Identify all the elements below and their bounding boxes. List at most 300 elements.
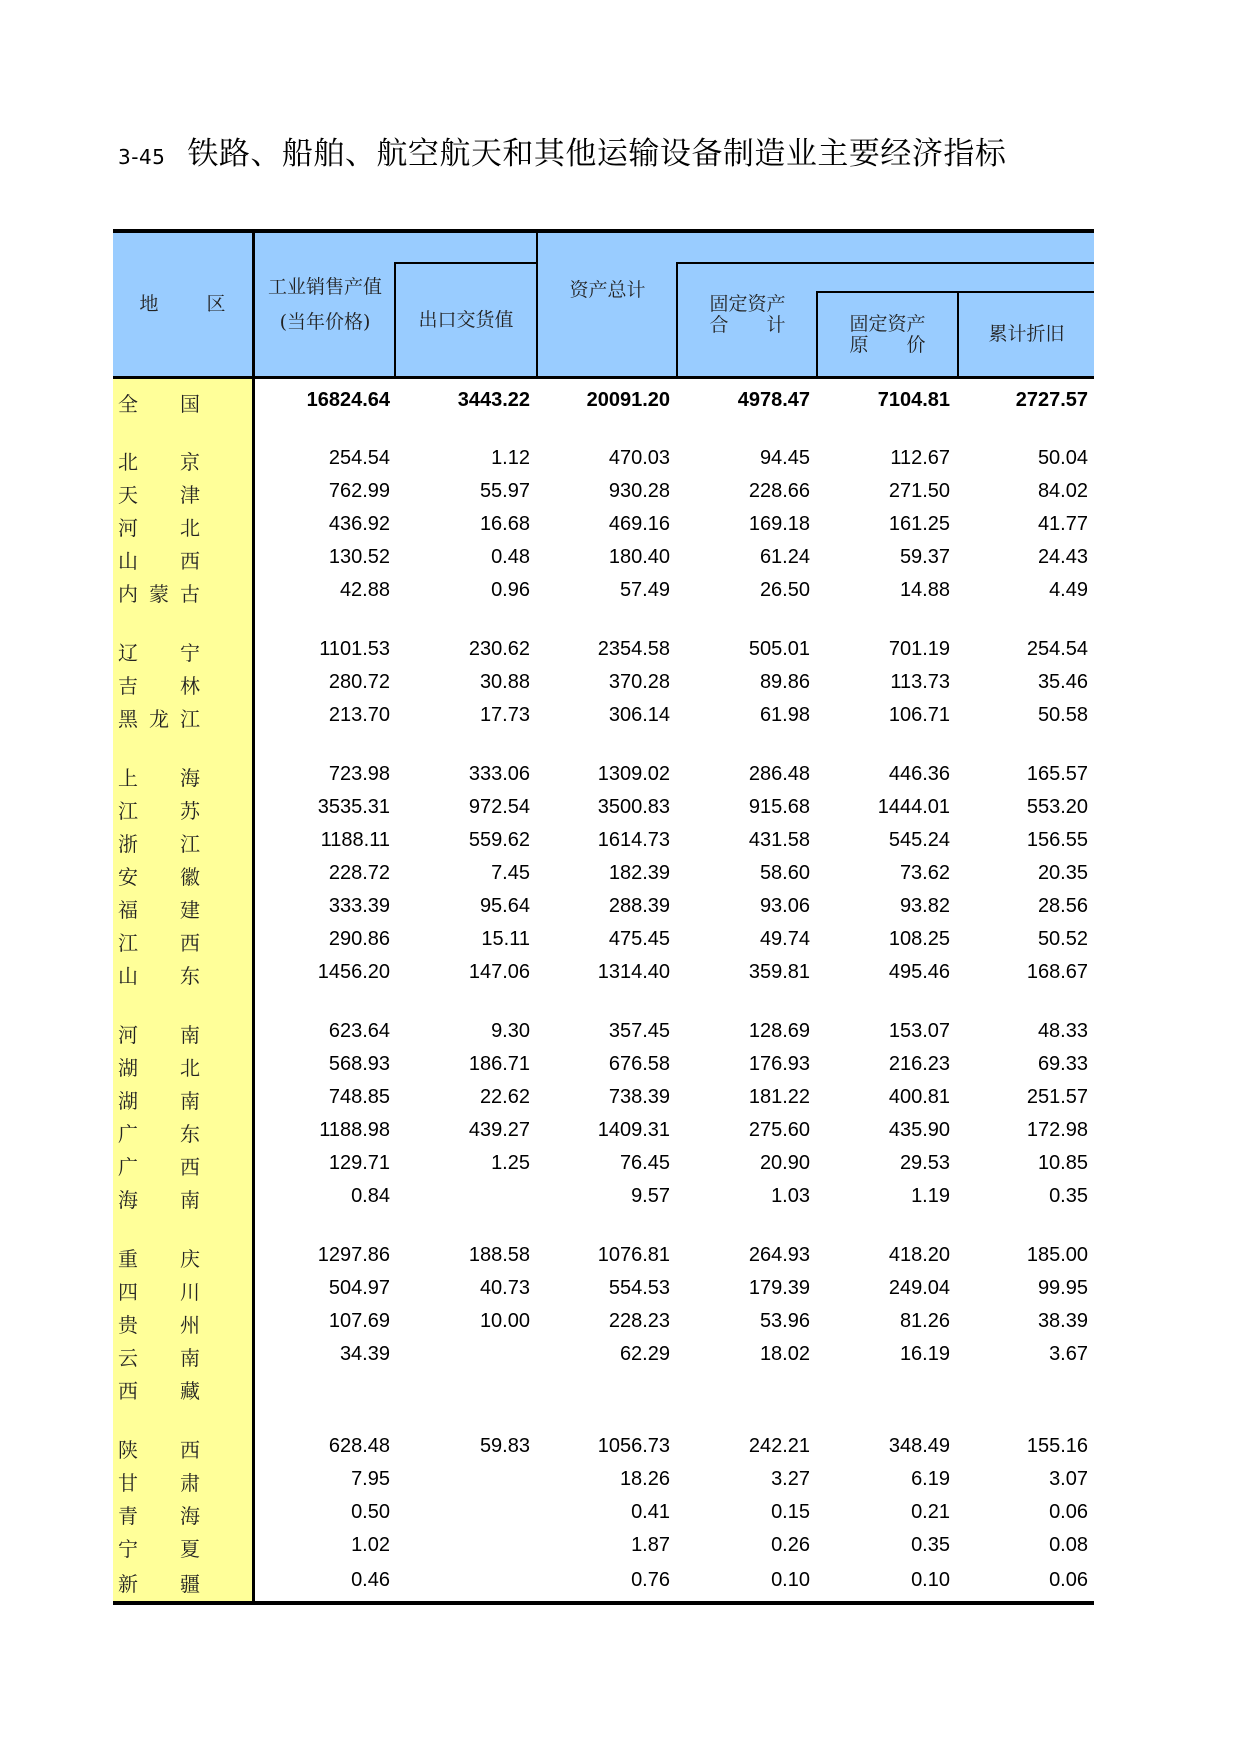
- region-char: 西: [180, 549, 200, 573]
- region-char: 夏: [180, 1537, 200, 1561]
- region-char: 海: [118, 1188, 138, 1212]
- sales-value-cell: 1.02: [351, 1533, 390, 1556]
- accumulated-depreciation-cell: 50.52: [1037, 927, 1088, 950]
- region-char: 河: [118, 1023, 138, 1047]
- region-char: 苏: [180, 799, 200, 823]
- fixed-assets-total-cell: 4978.47: [737, 388, 810, 411]
- sales-value-cell: 129.71: [328, 1151, 390, 1174]
- region-name: [113, 1464, 252, 1494]
- accumulated-depreciation-cell: 50.04: [1037, 446, 1088, 469]
- export-value-cell: 40.73: [479, 1276, 530, 1299]
- accumulated-depreciation-cell: 0.06: [1049, 1500, 1088, 1523]
- fixed-assets-total-cell: 49.74: [759, 927, 810, 950]
- table-row: [113, 792, 1094, 822]
- region-char: 甘: [118, 1471, 138, 1495]
- sales-value-cell: 1101.53: [319, 637, 390, 660]
- table-row: [113, 1565, 1094, 1595]
- fixed-assets-total-cell: 1.03: [771, 1184, 810, 1207]
- accumulated-depreciation-cell: 24.43: [1037, 545, 1088, 568]
- fixed-assets-total-cell: 359.81: [748, 960, 810, 983]
- region-char: 青: [118, 1504, 138, 1528]
- region-name: [113, 542, 252, 572]
- accumulated-depreciation-cell: 48.33: [1037, 1019, 1088, 1042]
- accumulated-depreciation-cell: 35.46: [1037, 670, 1088, 693]
- region-char: 南: [180, 1188, 200, 1212]
- accumulated-depreciation-cell: 99.95: [1037, 1276, 1088, 1299]
- table-row: [113, 542, 1094, 572]
- data-table: [113, 229, 1094, 1601]
- fixed-assets-total-cell: 94.45: [759, 446, 810, 469]
- export-value-cell: 10.00: [479, 1309, 530, 1332]
- accumulated-depreciation-cell: 155.16: [1026, 1434, 1088, 1457]
- region-name: [113, 1431, 252, 1461]
- total-assets-cell: 1.87: [631, 1533, 670, 1556]
- fixed-assets-total-cell: 61.98: [759, 703, 810, 726]
- export-value-cell: 22.62: [479, 1085, 530, 1108]
- fixed-assets-total-cell: 26.50: [759, 578, 810, 601]
- header-accumulated-depreciation: [959, 293, 1094, 376]
- fixed-assets-total-cell: 3.27: [771, 1467, 810, 1490]
- fixed-assets-total-cell: 169.18: [748, 512, 810, 535]
- accumulated-depreciation-cell: 0.08: [1049, 1533, 1088, 1556]
- header-fixed-assets-original-line1: 固定资产: [849, 312, 926, 335]
- total-assets-cell: 357.45: [608, 1019, 670, 1042]
- accumulated-depreciation-cell: 553.20: [1026, 795, 1088, 818]
- sales-value-cell: 16824.64: [306, 388, 390, 411]
- fixed-assets-original-cell: 249.04: [888, 1276, 950, 1299]
- sales-value-cell: 34.39: [339, 1342, 390, 1365]
- region-char: 州: [180, 1313, 200, 1337]
- fixed-assets-original-cell: 1444.01: [877, 795, 950, 818]
- region-char: 浙: [118, 832, 138, 856]
- table-row: [113, 858, 1094, 888]
- table-row: [113, 1339, 1094, 1369]
- region-char: 东: [180, 1122, 200, 1146]
- region-char: 湖: [118, 1089, 138, 1113]
- accumulated-depreciation-cell: 172.98: [1026, 1118, 1088, 1141]
- accumulated-depreciation-cell: 41.77: [1037, 512, 1088, 535]
- total-assets-cell: 3500.83: [597, 795, 670, 818]
- region-char: 黑: [118, 707, 138, 731]
- header-accumulated-depreciation-label: 累计折旧: [988, 323, 1065, 346]
- region-name: [113, 924, 252, 954]
- region-char: 河: [118, 516, 138, 540]
- total-assets-cell: 0.41: [631, 1500, 670, 1523]
- region-char: 辽: [118, 641, 138, 665]
- fixed-assets-total-cell: 89.86: [759, 670, 810, 693]
- region-name: [113, 858, 252, 888]
- fixed-assets-original-cell: 153.07: [888, 1019, 950, 1042]
- fixed-assets-original-cell: 93.82: [899, 894, 950, 917]
- export-value-cell: 15.11: [481, 927, 530, 950]
- table-row: [113, 891, 1094, 921]
- fixed-assets-original-cell: 495.46: [888, 960, 950, 983]
- region-char: 内: [118, 582, 138, 606]
- fixed-assets-original-cell: 113.73: [890, 670, 950, 693]
- region-char: 海: [180, 1504, 200, 1528]
- accumulated-depreciation-cell: 254.54: [1026, 637, 1088, 660]
- region-name: [113, 1016, 252, 1046]
- total-assets-cell: 930.28: [608, 479, 670, 502]
- fixed-assets-total-cell: 176.93: [748, 1052, 810, 1075]
- export-value-cell: 30.88: [479, 670, 530, 693]
- region-name: [113, 792, 252, 822]
- region-char: 重: [118, 1247, 138, 1271]
- fixed-assets-original-cell: 701.19: [888, 637, 950, 660]
- export-value-cell: 55.97: [479, 479, 530, 502]
- region-char: 宁: [180, 641, 200, 665]
- table-row: [113, 957, 1094, 987]
- total-assets-cell: 1076.81: [597, 1243, 670, 1266]
- fixed-assets-original-cell: 271.50: [888, 479, 950, 502]
- table-row: [113, 1148, 1094, 1178]
- table-row: [113, 1181, 1094, 1211]
- region-char: 宁: [118, 1537, 138, 1561]
- region-name: [113, 1115, 252, 1145]
- region-char: 肃: [180, 1471, 200, 1495]
- fixed-assets-original-cell: 106.71: [888, 703, 950, 726]
- fixed-assets-total-cell: 18.02: [759, 1342, 810, 1365]
- region-char: 西: [180, 1438, 200, 1462]
- accumulated-depreciation-cell: 3.07: [1049, 1467, 1088, 1490]
- region-name: [113, 1181, 252, 1211]
- fixed-assets-total-cell: 228.66: [748, 479, 810, 502]
- sales-value-cell: 504.97: [328, 1276, 390, 1299]
- region-char: 吉: [118, 674, 138, 698]
- table-row: [113, 924, 1094, 954]
- sales-value-cell: 290.86: [328, 927, 390, 950]
- sales-value-cell: 42.88: [339, 578, 390, 601]
- region-char: 蒙: [149, 582, 169, 606]
- region-name: [113, 443, 252, 473]
- table-row: [113, 476, 1094, 506]
- region-char: 全: [118, 392, 138, 416]
- accumulated-depreciation-cell: 156.55: [1026, 828, 1088, 851]
- table-row: [113, 1530, 1094, 1560]
- region-name: [113, 759, 252, 789]
- region-char: 广: [118, 1155, 138, 1179]
- region-char: 新: [118, 1572, 138, 1596]
- region-char: 津: [180, 483, 200, 507]
- fixed-assets-original-cell: 108.25: [888, 927, 950, 950]
- table-row: [113, 1082, 1094, 1112]
- header-region-char-2: 区: [206, 293, 226, 316]
- region-char: 南: [180, 1346, 200, 1370]
- export-value-cell: 186.71: [468, 1052, 530, 1075]
- header-fixed-assets-total-line1: 固定资产: [709, 293, 786, 316]
- region-char: 徽: [180, 865, 200, 889]
- export-value-cell: 59.83: [479, 1434, 530, 1457]
- accumulated-depreciation-cell: 4.49: [1049, 578, 1088, 601]
- region-char: 福: [118, 898, 138, 922]
- header-total-assets-label: 资产总计: [569, 279, 646, 302]
- region-name: [113, 891, 252, 921]
- header-sales-value-line2: (当年价格): [279, 310, 371, 333]
- region-char: 湖: [118, 1056, 138, 1080]
- accumulated-depreciation-cell: 0.06: [1049, 1568, 1088, 1591]
- region-char: 上: [118, 766, 138, 790]
- fixed-assets-original-cell: 418.20: [888, 1243, 950, 1266]
- fixed-assets-original-cell: 0.21: [911, 1500, 950, 1523]
- sales-value-cell: 228.72: [328, 861, 390, 884]
- fixed-assets-total-cell: 58.60: [759, 861, 810, 884]
- region-char: 龙: [149, 707, 169, 731]
- sales-value-cell: 0.50: [351, 1500, 390, 1523]
- accumulated-depreciation-cell: 0.35: [1049, 1184, 1088, 1207]
- accumulated-depreciation-cell: 2727.57: [1015, 388, 1088, 411]
- table-row: [113, 1372, 1094, 1402]
- total-assets-cell: 738.39: [608, 1085, 670, 1108]
- region-name: [113, 1273, 252, 1303]
- export-value-cell: 3443.22: [457, 388, 530, 411]
- export-value-cell: 439.27: [468, 1118, 530, 1141]
- fixed-assets-original-cell: 73.62: [899, 861, 950, 884]
- region-char: 江: [180, 707, 200, 731]
- header-fixed-assets-total: [678, 264, 817, 376]
- fixed-assets-original-cell: 0.35: [911, 1533, 950, 1556]
- region-name: [113, 667, 252, 697]
- region-char: 南: [180, 1089, 200, 1113]
- region-name: [113, 634, 252, 664]
- region-name: [113, 1565, 252, 1595]
- total-assets-cell: 20091.20: [586, 388, 670, 411]
- total-assets-cell: 1409.31: [597, 1118, 670, 1141]
- region-char: 北: [118, 450, 138, 474]
- region-char: 北: [180, 516, 200, 540]
- region-char: 建: [180, 898, 200, 922]
- sales-value-cell: 333.39: [328, 894, 390, 917]
- total-assets-cell: 1614.73: [597, 828, 670, 851]
- total-assets-cell: 1314.40: [597, 960, 670, 983]
- export-value-cell: 972.54: [468, 795, 530, 818]
- sales-value-cell: 0.84: [351, 1184, 390, 1207]
- fixed-assets-original-cell: 1.19: [911, 1184, 950, 1207]
- total-assets-cell: 18.26: [619, 1467, 670, 1490]
- header-region: [113, 233, 252, 376]
- export-value-cell: 95.64: [479, 894, 530, 917]
- header-export-value-label: 出口交货值: [418, 308, 514, 331]
- table-header: [113, 229, 1094, 379]
- region-char: 贵: [118, 1313, 138, 1337]
- table-row: [113, 700, 1094, 730]
- header-fixed-assets-total-line2: 合 计: [709, 314, 786, 336]
- sales-value-cell: 1188.98: [319, 1118, 390, 1141]
- table-row: [113, 1273, 1094, 1303]
- table-row: [113, 1049, 1094, 1079]
- region-char: 海: [180, 766, 200, 790]
- table-row: [113, 634, 1094, 664]
- region-name: [113, 1372, 252, 1402]
- region-char: 安: [118, 865, 138, 889]
- fixed-assets-total-cell: 275.60: [748, 1118, 810, 1141]
- export-value-cell: 230.62: [468, 637, 530, 660]
- accumulated-depreciation-cell: 10.85: [1037, 1151, 1088, 1174]
- table-row: [113, 443, 1094, 473]
- fixed-assets-original-cell: 16.19: [899, 1342, 950, 1365]
- table-row: [113, 1497, 1094, 1527]
- fixed-assets-total-cell: 128.69: [748, 1019, 810, 1042]
- table-row: [113, 825, 1094, 855]
- region-char: 疆: [180, 1572, 200, 1596]
- table-row: [113, 1431, 1094, 1461]
- total-assets-cell: 2354.58: [597, 637, 670, 660]
- sales-value-cell: 568.93: [328, 1052, 390, 1075]
- fixed-assets-original-cell: 6.19: [911, 1467, 950, 1490]
- fixed-assets-original-cell: 400.81: [888, 1085, 950, 1108]
- accumulated-depreciation-cell: 251.57: [1026, 1085, 1088, 1108]
- table-row: [113, 575, 1094, 605]
- export-value-cell: 1.25: [491, 1151, 530, 1174]
- total-assets-cell: 370.28: [608, 670, 670, 693]
- region-char: 山: [118, 549, 138, 573]
- region-char: 古: [180, 582, 200, 606]
- accumulated-depreciation-cell: 69.33: [1037, 1052, 1088, 1075]
- total-assets-cell: 676.58: [608, 1052, 670, 1075]
- region-char: 国: [180, 392, 200, 416]
- region-char: 西: [118, 1379, 138, 1403]
- region-name: [113, 1497, 252, 1527]
- sales-value-cell: 1456.20: [317, 960, 390, 983]
- export-value-cell: 333.06: [468, 762, 530, 785]
- table-row: [113, 1240, 1094, 1270]
- table-row: [113, 385, 1094, 415]
- table-number: 3-45: [118, 145, 166, 169]
- fixed-assets-original-cell: 0.10: [911, 1568, 950, 1591]
- region-name: [113, 509, 252, 539]
- table-bottom-border: [113, 1601, 1094, 1605]
- region-name: [113, 1148, 252, 1178]
- total-assets-cell: 76.45: [619, 1151, 670, 1174]
- fixed-assets-total-cell: 179.39: [748, 1276, 810, 1299]
- export-value-cell: 16.68: [479, 512, 530, 535]
- export-value-cell: 9.30: [491, 1019, 530, 1042]
- region-char: 京: [180, 450, 200, 474]
- region-char: 庆: [180, 1247, 200, 1271]
- region-char: 西: [180, 1155, 200, 1179]
- sales-value-cell: 623.64: [328, 1019, 390, 1042]
- sales-value-cell: 130.52: [328, 545, 390, 568]
- fixed-assets-total-cell: 242.21: [748, 1434, 810, 1457]
- region-char: 天: [118, 483, 138, 507]
- region-name: [113, 1082, 252, 1112]
- header-sales-value-line1: 工业销售产值: [267, 276, 382, 298]
- fixed-assets-original-cell: 7104.81: [877, 388, 950, 411]
- region-char: 江: [118, 931, 138, 955]
- total-assets-cell: 470.03: [608, 446, 670, 469]
- fixed-assets-total-cell: 915.68: [748, 795, 810, 818]
- total-assets-cell: 288.39: [608, 894, 670, 917]
- table-row: [113, 1115, 1094, 1145]
- header-fixed-assets-original: [818, 293, 957, 376]
- table-row: [113, 1306, 1094, 1336]
- region-char: 南: [180, 1023, 200, 1047]
- fixed-assets-total-cell: 20.90: [759, 1151, 810, 1174]
- fixed-assets-total-cell: 0.26: [771, 1533, 810, 1556]
- sales-value-cell: 0.46: [351, 1568, 390, 1591]
- table-title: 铁路、船舶、航空航天和其他运输设备制造业主要经济指标: [187, 136, 1007, 172]
- fixed-assets-original-cell: 29.53: [899, 1151, 950, 1174]
- header-region-char-1: 地: [139, 293, 159, 316]
- accumulated-depreciation-cell: 185.00: [1026, 1243, 1088, 1266]
- accumulated-depreciation-cell: 50.58: [1037, 703, 1088, 726]
- total-assets-cell: 1056.73: [597, 1434, 670, 1457]
- sales-value-cell: 107.69: [328, 1309, 390, 1332]
- fixed-assets-total-cell: 431.58: [748, 828, 810, 851]
- total-assets-cell: 182.39: [608, 861, 670, 884]
- export-value-cell: 559.62: [468, 828, 530, 851]
- fixed-assets-total-cell: 181.22: [748, 1085, 810, 1108]
- fixed-assets-original-cell: 545.24: [888, 828, 950, 851]
- sales-value-cell: 1297.86: [317, 1243, 390, 1266]
- region-name: [113, 1049, 252, 1079]
- region-name: [113, 575, 252, 605]
- export-value-cell: 0.96: [491, 578, 530, 601]
- fixed-assets-original-cell: 435.90: [888, 1118, 950, 1141]
- table-body: [113, 379, 1094, 1601]
- sales-value-cell: 254.54: [328, 446, 390, 469]
- region-char: 林: [180, 674, 200, 698]
- fixed-assets-original-cell: 112.67: [890, 446, 950, 469]
- total-assets-cell: 306.14: [608, 703, 670, 726]
- sales-value-cell: 762.99: [328, 479, 390, 502]
- table-row: [113, 667, 1094, 697]
- region-name: [113, 700, 252, 730]
- table-row: [113, 1016, 1094, 1046]
- total-assets-cell: 1309.02: [597, 762, 670, 785]
- sales-value-cell: 436.92: [328, 512, 390, 535]
- table-row: [113, 509, 1094, 539]
- region-char: 江: [118, 799, 138, 823]
- fixed-assets-original-cell: 59.37: [899, 545, 950, 568]
- region-char: 藏: [180, 1379, 200, 1403]
- sales-value-cell: 280.72: [328, 670, 390, 693]
- region-name: [113, 1306, 252, 1336]
- export-value-cell: 0.48: [491, 545, 530, 568]
- fixed-assets-total-cell: 53.96: [759, 1309, 810, 1332]
- total-assets-cell: 62.29: [619, 1342, 670, 1365]
- sales-value-cell: 628.48: [328, 1434, 390, 1457]
- region-char: 西: [180, 931, 200, 955]
- region-char: 陕: [118, 1438, 138, 1462]
- region-name: [113, 1530, 252, 1560]
- region-name: [113, 825, 252, 855]
- accumulated-depreciation-cell: 28.56: [1037, 894, 1088, 917]
- fixed-assets-original-cell: 446.36: [888, 762, 950, 785]
- header-total-assets: [538, 233, 677, 376]
- fixed-assets-total-cell: 505.01: [748, 637, 810, 660]
- region-char: 四: [118, 1280, 138, 1304]
- region-char: 北: [180, 1056, 200, 1080]
- fixed-assets-original-cell: 161.25: [888, 512, 950, 535]
- accumulated-depreciation-cell: 3.67: [1049, 1342, 1088, 1365]
- fixed-assets-total-cell: 61.24: [759, 545, 810, 568]
- export-value-cell: 17.73: [479, 703, 530, 726]
- region-char: 云: [118, 1346, 138, 1370]
- accumulated-depreciation-cell: 168.67: [1026, 960, 1088, 983]
- region-char: 川: [180, 1280, 200, 1304]
- region-name: [113, 476, 252, 506]
- page-title: [118, 128, 1006, 173]
- fixed-assets-original-cell: 216.23: [888, 1052, 950, 1075]
- region-char: 山: [118, 964, 138, 988]
- total-assets-cell: 228.23: [608, 1309, 670, 1332]
- sales-value-cell: 7.95: [351, 1467, 390, 1490]
- region-name: [113, 1339, 252, 1369]
- fixed-assets-total-cell: 0.10: [771, 1568, 810, 1591]
- fixed-assets-total-cell: 0.15: [771, 1500, 810, 1523]
- accumulated-depreciation-cell: 165.57: [1026, 762, 1088, 785]
- accumulated-depreciation-cell: 20.35: [1037, 861, 1088, 884]
